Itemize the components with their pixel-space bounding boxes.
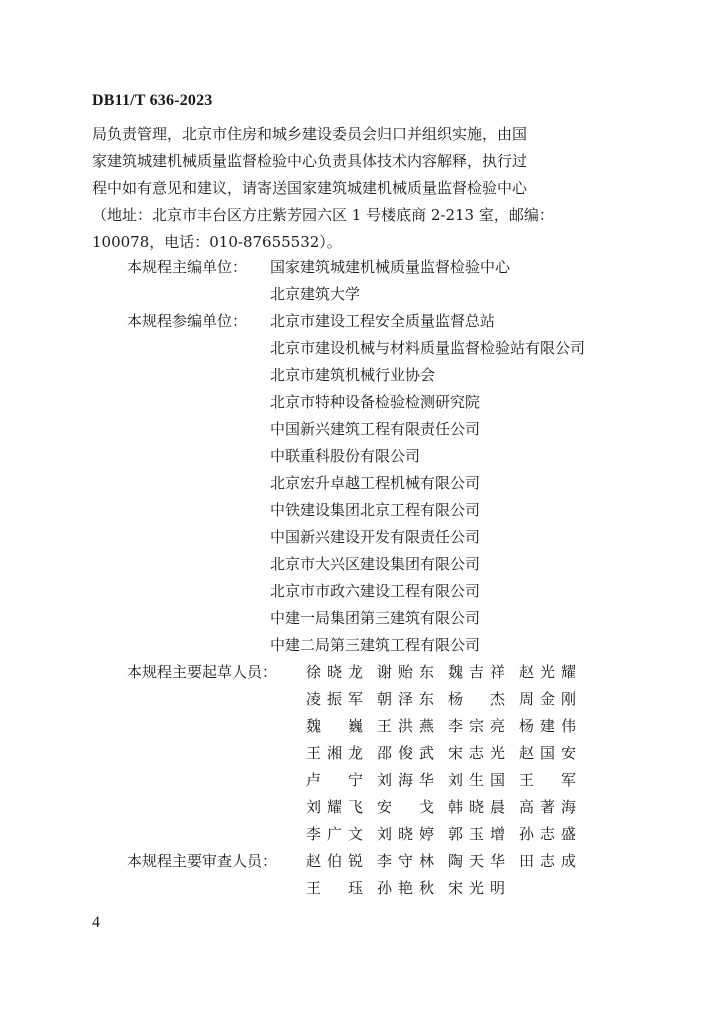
reviewers-names <box>306 848 590 875</box>
participating-editor-label: 本规程参编单位： <box>127 312 248 330</box>
drafter-name: 魏吉祥 <box>448 663 505 681</box>
drafter-name: 卢 宁 <box>306 771 363 789</box>
drafter-name: 李广文 <box>306 825 363 843</box>
drafter-name: 杨 杰 <box>448 690 505 708</box>
chief-editor-section <box>0 254 707 308</box>
drafters-names <box>306 821 590 848</box>
drafters-names <box>306 713 590 740</box>
standard-code: DB11/T 636-2023 <box>92 92 213 109</box>
drafters-row <box>0 713 707 740</box>
reviewer-name: 陶天华 <box>448 852 505 870</box>
reviewer-name: 李守林 <box>377 852 434 870</box>
participating-editor-unit: 北京市市政六建设工程有限公司 <box>270 582 481 600</box>
drafters-row <box>0 740 707 767</box>
participating-editor-row <box>0 389 707 416</box>
reviewer-name: 宋光明 <box>448 879 505 897</box>
drafters-names <box>306 767 590 794</box>
participating-editor-unit: 中铁建设集团北京工程有限公司 <box>270 501 481 519</box>
participating-editor-unit: 北京宏升卓越工程机械有限公司 <box>270 474 481 492</box>
drafter-name: 宋志光 <box>448 744 505 762</box>
participating-editor-row <box>0 335 707 362</box>
drafter-name: 周金刚 <box>519 690 576 708</box>
chief-editor-label: 本规程主编单位： <box>127 258 248 276</box>
chief-editor-unit: 国家建筑城建机械质量监督检验中心 <box>270 258 511 276</box>
intro-line: 局负责管理，北京市住房和城乡建设委员会归口并组织实施，由国 <box>92 125 528 143</box>
drafter-name: 孙志盛 <box>519 825 576 843</box>
drafters-row <box>0 659 707 686</box>
drafter-name: 谢贻东 <box>377 663 434 681</box>
chief-editor-row <box>0 281 707 308</box>
participating-editor-unit: 北京市建设机械与材料质量监督检验站有限公司 <box>270 339 586 357</box>
drafter-name: 安 戈 <box>377 798 434 816</box>
participating-editor-row <box>0 470 707 497</box>
drafters-names <box>306 659 590 686</box>
reviewers-row <box>0 848 707 875</box>
drafter-name: 赵国安 <box>519 744 576 762</box>
drafter-name: 王湘龙 <box>306 744 363 762</box>
chief-editor-row <box>0 254 707 281</box>
participating-editor-unit: 北京市特种设备检验检测研究院 <box>270 393 481 411</box>
participating-editor-unit: 北京市建筑机械行业协会 <box>270 366 436 384</box>
drafters-row <box>0 686 707 713</box>
drafter-name: 魏 巍 <box>306 717 363 735</box>
intro-paragraph <box>92 121 619 256</box>
reviewers-names <box>306 875 519 902</box>
intro-line: 程中如有意见和建议，请寄送国家建筑城建机械质量监督检验中心 <box>92 179 528 197</box>
drafters-names <box>306 794 590 821</box>
drafter-name: 李宗亮 <box>448 717 505 735</box>
participating-editor-row <box>0 308 707 335</box>
drafter-name: 徐晓龙 <box>306 663 363 681</box>
drafters-row <box>0 767 707 794</box>
drafter-name: 凌振军 <box>306 690 363 708</box>
reviewer-name: 孙艳秋 <box>377 879 434 897</box>
participating-editor-row <box>0 443 707 470</box>
participating-editor-row <box>0 551 707 578</box>
drafter-name: 郭玉增 <box>448 825 505 843</box>
participating-editor-row <box>0 497 707 524</box>
drafters-names <box>306 686 590 713</box>
participating-editor-row <box>0 524 707 551</box>
participating-editor-section <box>0 308 707 659</box>
participating-editor-row <box>0 632 707 659</box>
reviewers-row <box>0 875 707 902</box>
drafters-names <box>306 740 590 767</box>
intro-line: 100078，电话：010-87655532）。 <box>92 233 342 251</box>
drafters-row <box>0 794 707 821</box>
participating-editor-unit: 中建一局集团第三建筑有限公司 <box>270 609 481 627</box>
drafter-name: 朝泽东 <box>377 690 434 708</box>
reviewer-name: 王 珏 <box>306 879 363 897</box>
participating-editor-row <box>0 416 707 443</box>
participating-editor-row <box>0 578 707 605</box>
drafter-name: 高著海 <box>519 798 576 816</box>
participating-editor-row <box>0 362 707 389</box>
participating-editor-unit: 北京市建设工程安全质量监督总站 <box>270 312 496 330</box>
participating-editor-row <box>0 605 707 632</box>
drafter-name: 王洪燕 <box>377 717 434 735</box>
participating-editor-unit: 北京市大兴区建设集团有限公司 <box>270 555 481 573</box>
reviewer-name: 赵伯锐 <box>306 852 363 870</box>
intro-line: 家建筑城建机械质量监督检验中心负责具体技术内容解释，执行过 <box>92 152 528 170</box>
drafter-name: 刘晓婷 <box>377 825 434 843</box>
drafter-name: 刘海华 <box>377 771 434 789</box>
drafters-row <box>0 821 707 848</box>
drafters-section <box>0 659 707 848</box>
participating-editor-unit: 中国新兴建筑工程有限责任公司 <box>270 420 481 438</box>
drafter-name: 邵俊武 <box>377 744 434 762</box>
drafter-name: 刘耀飞 <box>306 798 363 816</box>
intro-line: （地址：北京市丰台区方庄紫芳园六区 1 号楼底商 2-213 室，邮编： <box>92 206 554 224</box>
drafter-name: 赵光耀 <box>519 663 576 681</box>
drafter-name: 韩晓晨 <box>448 798 505 816</box>
drafter-name: 王 军 <box>519 771 576 789</box>
page-number: 4 <box>92 914 100 931</box>
drafter-name: 刘生国 <box>448 771 505 789</box>
drafter-name: 杨建伟 <box>519 717 576 735</box>
reviewers-label: 本规程主要审查人员： <box>127 852 278 870</box>
participating-editor-unit: 中建二局第三建筑工程有限公司 <box>270 636 481 654</box>
reviewers-section <box>0 848 707 902</box>
chief-editor-unit: 北京建筑大学 <box>270 285 361 303</box>
participating-editor-unit: 中国新兴建设开发有限责任公司 <box>270 528 481 546</box>
drafters-label: 本规程主要起草人员： <box>127 663 278 681</box>
participating-editor-unit: 中联重科股份有限公司 <box>270 447 421 465</box>
reviewer-name: 田志成 <box>519 852 576 870</box>
